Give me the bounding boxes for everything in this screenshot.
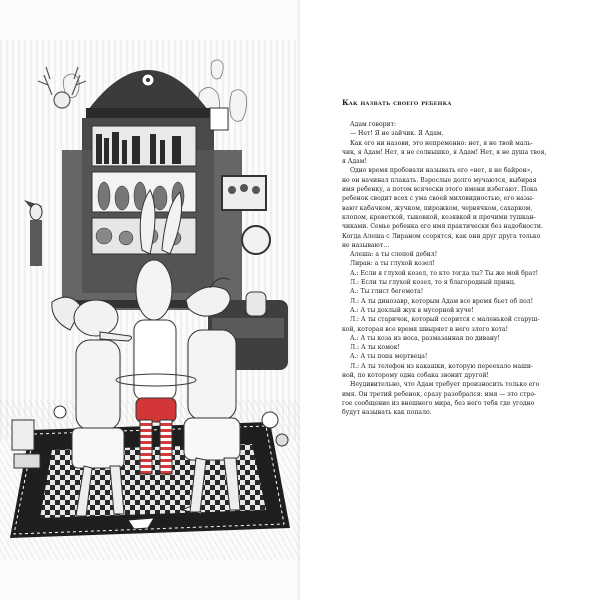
text-line: — Нет! Я не зайчик. Я Адам. (350, 130, 444, 138)
text-line: Как его ни назови, это непременно: нет, я не твой маль- (350, 139, 533, 147)
text-line: А.: Если я глухой козел, то кто тогда ты? Ты же мой брат! (350, 269, 539, 277)
text-line: Адам говорит: (350, 121, 397, 128)
text-line: я Адам! (342, 158, 367, 166)
text-line: имя ребенку, а потом всячески этого имени избегают. Пока (342, 186, 538, 194)
text-line: вают кабачком, жучком, пирожком, червячком, сахарком, (342, 204, 533, 212)
text-line: Неудивительно, что Адам требует произносить только его (350, 381, 540, 389)
text-line: Лиран: а ты глухой козел! (350, 260, 435, 268)
text-line: Л.: А ты динозавр, которым Адам все время бьет об пол! (350, 297, 534, 305)
text-line: кой, которая все время швыряет в него злого кота! (342, 325, 509, 333)
text-line: имя. Он третий ребенок, сразу разобрался: имя — это стро- (342, 390, 537, 398)
text-line: не называют… (342, 241, 390, 249)
text-line: но он начинал плакать. Взрослые долго мучаются, выбирая (342, 176, 537, 184)
text-line: Л.: А ты старичок, который ссорится с маленькой старуш- (350, 316, 540, 324)
text-line: Л.: А ты телефон из какашки, которую переехало маши- (350, 362, 533, 370)
text-line: Алеша: а ты слепой дебил! (350, 251, 438, 259)
text-line: чик, я Адам! Нет, я не солнышко, я Адам! Нет, я не душа твоя, (342, 148, 547, 156)
text-line: А.: А ты попа мертвеца! (350, 353, 428, 361)
text-line: Л.: Если ты глухой козел, то я благородный принц. (350, 279, 516, 287)
text-line: А.: А ты коза из носа, размазанная по дивану! (350, 334, 500, 342)
chapter-heading: Как назвать своего ребенка (342, 98, 452, 107)
text-line: Одно время пробовали называть его «нет, я не байрон», (350, 167, 533, 175)
text-line: А.: А ты дохлый жук в мусорной куче! (350, 306, 474, 314)
text-line: гое сообщение из внешнего мира, без него тебя где угодно (342, 399, 535, 407)
text-line: Л.: А ты комок! (350, 344, 400, 352)
text-line: будут называть как попало. (342, 409, 432, 417)
text-line: ной, по которому одна собака звонит другой! (342, 372, 489, 380)
body-text (342, 120, 547, 418)
text-line: ребенок сводит всех с ума своей миловидностью, его назы- (342, 195, 535, 203)
text-line: чиками. Семье ребенка его имя практически без надобности. (342, 223, 543, 231)
text-line: А.: Ты глист бегемота! (350, 288, 424, 296)
text-column (342, 98, 547, 418)
text-line: Когда Алеша с Лираном ссорятся, как они друг друга только (342, 232, 541, 240)
text-line: клопом, креветкой, тыковкой, козявкой и прочими тушкан- (342, 213, 536, 221)
